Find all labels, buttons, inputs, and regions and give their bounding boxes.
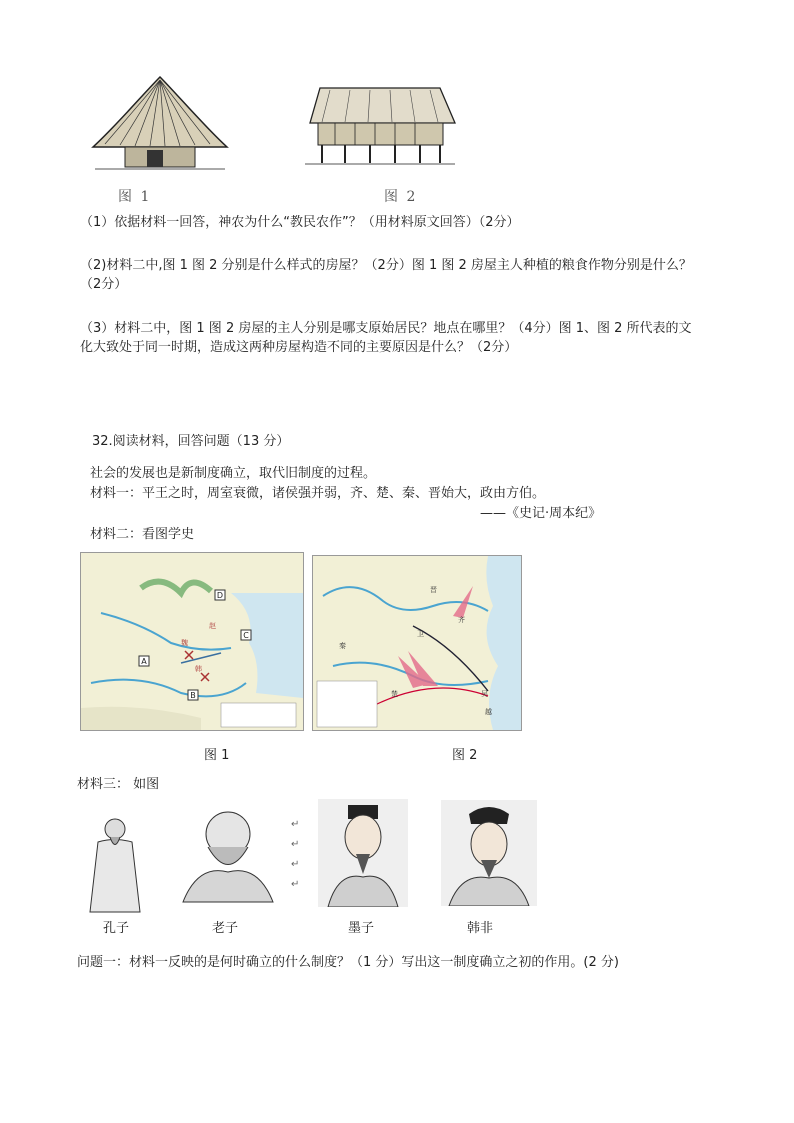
q32-material1-source: ——《史记·周本纪》 [480,506,602,521]
map2-label-qi: 齐 [458,616,465,624]
map2-label-qin: 秦 [339,642,346,650]
hanfei-portrait [441,800,537,906]
figure-1-caption: 图 1 [118,189,152,205]
arrow-mark-4: ↵ [291,879,300,890]
portrait-caption-mozi: 墨子 [348,921,375,936]
map2-label-wu: 吴 [481,690,488,698]
arrow-mark-3: ↵ [291,859,300,870]
q32-material1: 材料一：平王之时，周室衰微，诸侯强并弱，齐、楚、秦、晋始大，政由方伯。 [90,486,546,501]
portrait-caption-confucius: 孔子 [103,921,130,936]
question-31-2-line1: （2)材料二中,图 1 图 2 分别是什么样式的房屋？（2分）图 1 图 2 房屋主人种植的粮食作物分别是什么？ [80,258,692,273]
map2-label-chu: 楚 [391,690,398,698]
question-31-3-line2: 化大致处于同一时期，造成这两种房屋构造不同的主要原因是什么？（2分） [80,340,518,355]
question-31-3-line1: （3）材料二中，图 1 图 2 房屋的主人分别是哪支原始居民？地点在哪里？（4分）图 1、图 2 所代表的文 [80,321,692,336]
portrait-caption-laozi: 老子 [212,921,239,936]
map2-label-jin: 晋 [430,586,437,594]
stilt-house-illustration [300,78,460,168]
q32-intro: 社会的发展也是新制度确立，取代旧制度的过程。 [90,466,377,481]
arrow-mark-2: ↵ [291,839,300,850]
map2-label-wei-state: 卫 [417,630,424,638]
map2-label-yue: 越 [485,708,492,716]
map1-label-b: B [190,691,196,700]
map1-label-d: D [216,591,224,600]
arrow-mark-1: ↵ [291,819,300,830]
question-32-heading: 32.阅读材料，回答问题（13 分） [92,434,290,449]
question-31-2-line2: （2分） [80,277,128,292]
confucius-portrait [80,807,150,917]
map1-label-wei: 魏 [181,639,188,647]
portrait-caption-hanfei: 韩非 [467,921,494,936]
map1-label-zhao: 赵 [209,622,216,630]
round-hut-illustration [85,72,235,172]
map1-label-a: A [141,657,147,666]
map1-label-c: C [243,631,249,640]
mozi-portrait [318,799,408,907]
q32-question1: 问题一：材料一反映的是何时确立的什么制度？（1 分）写出这一制度确立之初的作用。(2 分) [77,955,619,970]
map2-caption: 图 2 [452,748,478,763]
q32-material2: 材料二：看图学史 [90,527,195,542]
question-31-1: （1）依据材料一回答，神农为什么“教民农作”？（用材料原文回答）（2分） [80,215,520,230]
map1-label-han: 韩 [195,665,202,673]
q32-material3: 材料三： 如图 [77,777,160,792]
map1-caption: 图 1 [204,748,230,763]
warring-states-map [80,552,304,731]
laozi-portrait [178,802,278,904]
spring-autumn-hegemony-map [312,555,522,731]
figure-2-caption: 图 2 [384,189,418,205]
